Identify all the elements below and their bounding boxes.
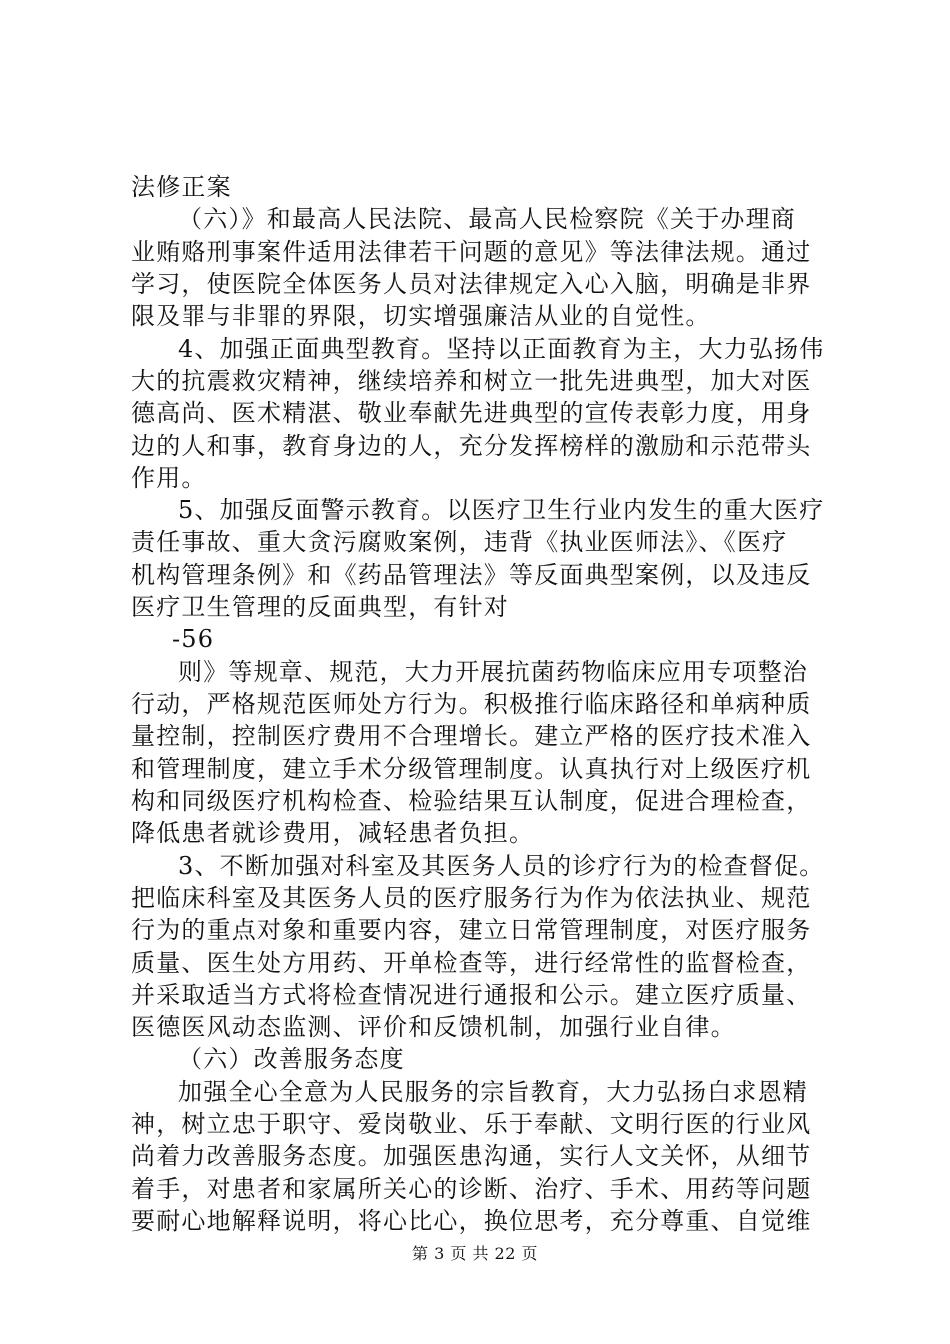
- text-line: 业贿赂刑事案件适用法律若干问题的意见》等法律法规。通过: [131, 237, 812, 266]
- text-line: 量控制，控制医疗费用不合理增长。建立严格的医疗技术准入: [131, 722, 812, 751]
- text-line: 德高尚、医术精湛、敬业奉献先进典型的宣传表彰力度，用身: [131, 399, 812, 428]
- text-line: 行动，严格规范医师处方行为。积极推行临床路径和单病种质: [131, 690, 812, 718]
- text-line: 医疗卫生管理的反面典型，有针对: [131, 593, 509, 622]
- text-line: 边的人和事，教育身边的人，充分发挥榜样的激励和示范带头: [131, 431, 812, 460]
- text-line: 医德医风动态监测、评价和反馈机制，加强行业自律。: [131, 1013, 736, 1042]
- text-line: 质量、医生处方用药、开单检查等，进行经常性的监督检查，: [131, 948, 812, 977]
- text-line: 大的抗震救灾精神，继续培养和树立一批先进典型，加大对医: [131, 366, 812, 395]
- text-line: （六）》和最高人民法院、最高人民检察院《关于办理商: [178, 205, 796, 234]
- page-marker: -56: [172, 625, 215, 654]
- text-line: 法修正案: [131, 173, 232, 201]
- text-line: 3、不断加强对科室及其医务人员的诊疗行为的检查督促。: [178, 851, 825, 880]
- section-heading: （六）改善服务态度: [178, 1045, 405, 1074]
- text-line: 着手，对患者和家属所关心的诊断、治疗、手术、用药等问题: [131, 1174, 812, 1203]
- text-line: 构和同级医疗机构检查、检验结果互认制度，促进合理检查，: [131, 786, 812, 815]
- text-line: 则》等规章、规范，大力开展抗菌药物临床应用专项整治: [178, 657, 808, 686]
- text-line: 学习，使医院全体医务人员对法律规定入心入脑，明确是非界: [131, 269, 812, 298]
- text-line: 并采取适当方式将检查情况进行通报和公示。建立医疗质量、: [131, 980, 812, 1009]
- text-line: 限及罪与非罪的界限，切实增强廉洁从业的自觉性。: [131, 302, 711, 331]
- text-line: 4、加强正面典型教育。坚持以正面教育为主，大力弘扬伟: [178, 334, 825, 363]
- text-line: 和管理制度，建立手术分级管理制度。认真执行对上级医疗机: [131, 754, 812, 783]
- text-line: 把临床科室及其医务人员的医疗服务行为作为依法执业、规范: [131, 883, 812, 912]
- text-line: 加强全心全意为人民服务的宗旨教育，大力弘扬白求恩精: [178, 1077, 808, 1106]
- text-line: 神，树立忠于职守、爱岗敬业、乐于奉献、文明行医的行业风: [131, 1110, 812, 1139]
- text-line: 要耐心地解释说明，将心比心，换位思考，充分尊重、自觉维: [131, 1207, 812, 1235]
- text-line: 5、加强反面警示教育。以医疗卫生行业内发生的重大医疗: [178, 496, 825, 525]
- text-line: 机构管理条例》和《药品管理法》等反面典型案例，以及违反: [131, 560, 812, 589]
- text-line: 作用。: [131, 463, 207, 492]
- text-line: 行为的重点对象和重要内容，建立日常管理制度，对医疗服务: [131, 916, 812, 945]
- page-footer: 第 3 页 共 22 页: [412, 1244, 538, 1263]
- text-line: 降低患者就诊费用，减轻患者负担。: [131, 819, 535, 848]
- text-line: 尚着力改善服务态度。加强医患沟通，实行人文关怀，从细节: [131, 1142, 812, 1171]
- text-line: 责任事故、重大贪污腐败案例，违背《执业医师法》、《医疗: [131, 528, 788, 557]
